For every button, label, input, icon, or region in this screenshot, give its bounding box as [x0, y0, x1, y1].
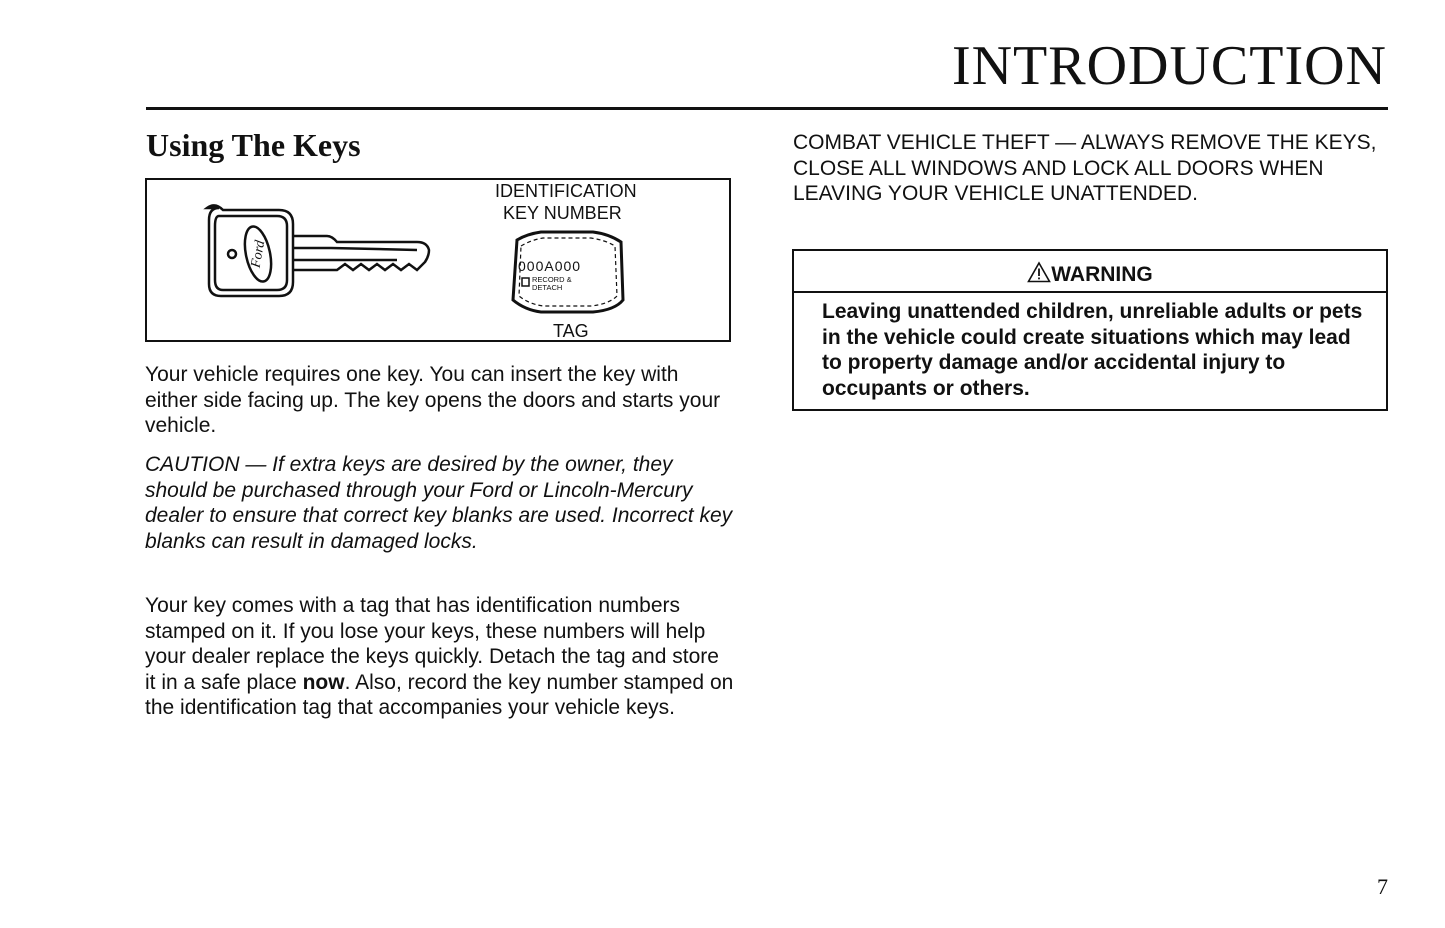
- key-number-label: KEY NUMBER: [503, 203, 622, 223]
- paragraph-key-tag-before: Your key comes with a tag that has identification numbers stamped on it. If you lose your keys, these numbers will help your dealer replace the keys quickly. Detach the tag and store it in a safe place: [145, 594, 719, 694]
- paragraph-key-tag: [145, 593, 735, 721]
- key-icon: [207, 205, 429, 296]
- key-illustration: [145, 178, 731, 342]
- warning-title: WARNING: [1051, 263, 1153, 286]
- paragraph-caution-text: CAUTION — If extra keys are desired by the owner, they should be purchased through your Ford or Lincoln-Mercury dealer to ensure that correct key blanks are used. Incorrect key blanks can result in damaged locks.: [145, 453, 733, 553]
- key-drawing: [147, 180, 729, 340]
- paragraph-key-tag-after: . Also, record the key number stamped on the identification tag that accompanies your vehicle keys.: [145, 670, 734, 719]
- warning-triangle-icon: [1027, 261, 1051, 283]
- tag-record-line2: DETACH: [532, 283, 563, 293]
- key-logo: Ford: [248, 239, 269, 269]
- paragraph-key-usage-text: Your vehicle requires one key. You can insert the key with either side facing up. The key opens the doors and starts your vehicle.: [145, 363, 721, 437]
- page-number: 7: [1377, 874, 1388, 899]
- tag-record-line1: RECORD &: [532, 275, 572, 284]
- theft-notice: COMBAT VEHICLE THEFT — ALWAYS REMOVE THE KEYS, CLOSE ALL WINDOWS AND LOCK ALL DOORS WHEN LEAVING YOUR VEHICLE UNATTENDED.: [793, 131, 1377, 205]
- emphasis-now: now: [302, 670, 345, 694]
- tag-label: TAG: [553, 321, 589, 341]
- section-heading: Using The Keys: [146, 127, 361, 163]
- page-title: INTRODUCTION: [951, 35, 1387, 97]
- warning-header: [794, 251, 1386, 293]
- paragraph-caution: [145, 452, 735, 554]
- warning-text: Leaving unattended children, unreliable adults or pets in the vehicle could create situations which may lead to property damage and/or accidental injury to occupants or others.: [822, 300, 1363, 400]
- warning-box: [792, 249, 1388, 411]
- paragraph-key-usage: [145, 362, 735, 439]
- tag-number: 000A000: [518, 258, 582, 274]
- paragraph-key-tag-text: [145, 593, 735, 721]
- identification-label: IDENTIFICATION: [495, 181, 637, 201]
- title-rule: [146, 107, 1388, 110]
- tag-record-text: [532, 276, 572, 293]
